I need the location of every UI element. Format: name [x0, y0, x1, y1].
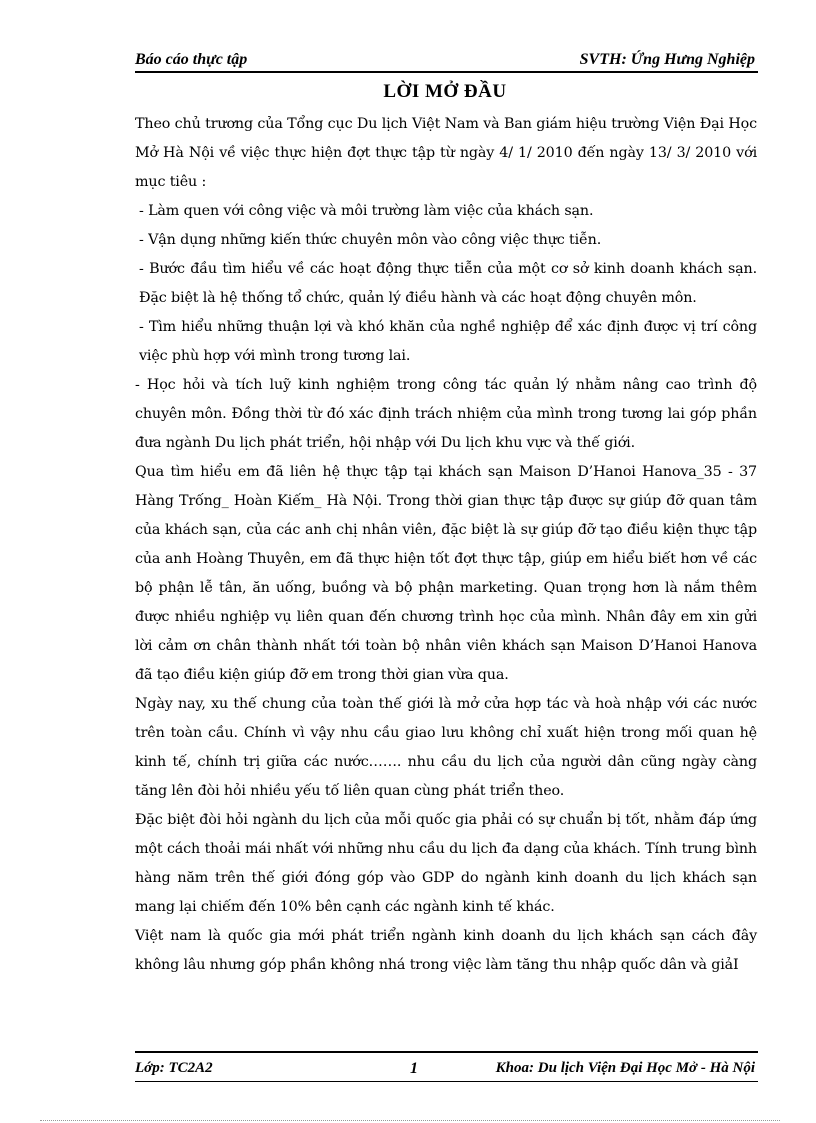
page-number: 1 — [410, 1060, 418, 1077]
footer-bottom-rule — [135, 1081, 758, 1082]
page-header — [135, 48, 755, 72]
document-body — [135, 110, 757, 980]
list-item-objective: - Tìm hiểu những thuận lợi và khó khăn của nghề nghiệp để xác định được vị trí công việc phù hợp với mình trong tương lai. — [139, 319, 757, 364]
paragraph-tourism-demand: Đặc biệt đòi hỏi ngành du lịch của mỗi quốc gia phải có sự chuẩn bị tốt, nhằm đáp ứng một cách thoải mái nhất với những nhu cầu du lịch đa dạng của khách. Tính trung bình hàng năm trên thế giới đóng góp vào GDP do ngành kinh doanh du lịch khách sạn mang lại chiếm đến 10% bên cạnh các ngành kinh tế khác. — [135, 812, 757, 915]
paragraph-vietnam: Việt nam là quốc gia mới phát triển ngành kinh doanh du lịch khách sạn cách đây không lâu nhưng góp phần không nhá trong việc làm tăng thu nhập quốc dân và giảI — [135, 928, 757, 973]
page-bottom-edge — [40, 1120, 780, 1121]
list-item-objective: - Học hỏi và tích luỹ kinh nghiệm trong công tác quản lý nhằm nâng cao trình độ chuyên môn. Đồng thời từ đó xác định trách nhiệm của mình trong tương lai góp phần đưa ngành Du lịch phát triển, hội nhập với Du lịch khu vực và thế giới. — [135, 377, 757, 451]
header-student-name: SVTH: Ứng Hưng Nghiệp — [579, 51, 755, 68]
page-title: LỜI MỞ ĐẦU — [383, 81, 507, 102]
footer-faculty: Khoa: Du lịch Viện Đại Học Mở - Hà Nội — [495, 1060, 755, 1076]
footer-class: Lớp: TC2A2 — [135, 1060, 213, 1076]
paragraph-intro: Theo chủ trương của Tổng cục Du lịch Việt Nam và Ban giám hiệu trường Viện Đại Học Mở Hà Nội về việc thực hiện đợt thực tập từ ngày 4/ 1/ 2010 đến ngày 13/ 3/ 2010 với mục tiêu : — [135, 116, 757, 190]
paragraph-internship: Qua tìm hiểu em đã liên hệ thực tập tại khách sạn Maison D’Hanoi Hanova_35 - 37 Hàng Trống_ Hoàn Kiếm_ Hà Nội. Trong thời gian thực tập được sự giúp đỡ quan tâm của khách sạn, của các anh chị nhân viên, đặc biệt là sự giúp đỡ tạo điều kiện thực tập của anh Hoàng Thuyên, em đã thực hiện tốt đợt thực tập, giúp em hiểu biết hơn về các bộ phận lễ tân, ăn uống, buồng và bộ phận marketing. Quan trọng hơn là nắm thêm được nhiều nghiệp vụ liên quan đến chương trình học của mình. Nhân đây em xin gửi lời cảm ơn chân thành nhất tới toàn bộ nhân viên khách sạn Maison D’Hanoi Hanova đã tạo điều kiện giúp đỡ em trong thời gian vừa qua. — [135, 464, 757, 683]
header-rule — [135, 71, 758, 73]
header-report-title: Báo cáo thực tập — [135, 51, 248, 68]
list-item-objective: - Bước đầu tìm hiểu về các hoạt động thực tiễn của một cơ sở kinh doanh khách sạn. Đặc biệt là hệ thống tổ chức, quản lý điều hành và các hoạt động chuyên môn. — [139, 261, 757, 306]
page-footer — [135, 1056, 755, 1080]
list-item-objective: - Làm quen với công việc và môi trường làm việc của khách sạn. — [139, 203, 594, 219]
paragraph-global-trend: Ngày nay, xu thế chung của toàn thế giới là mở cửa hợp tác và hoà nhập với các nước trên toàn cầu. Chính vì vậy nhu cầu giao lưu không chỉ xuất hiện trong mối quan hệ kinh tế, chính trị giữa các nước……. nhu cầu du lịch của người dân cũng ngày càng tăng lên đòi hỏi nhiều yếu tố liên quan cùng phát triển theo. — [135, 696, 757, 799]
list-item-objective: - Vận dụng những kiến thức chuyên môn vào công việc thực tiễn. — [139, 232, 602, 248]
footer-rule — [135, 1051, 758, 1053]
